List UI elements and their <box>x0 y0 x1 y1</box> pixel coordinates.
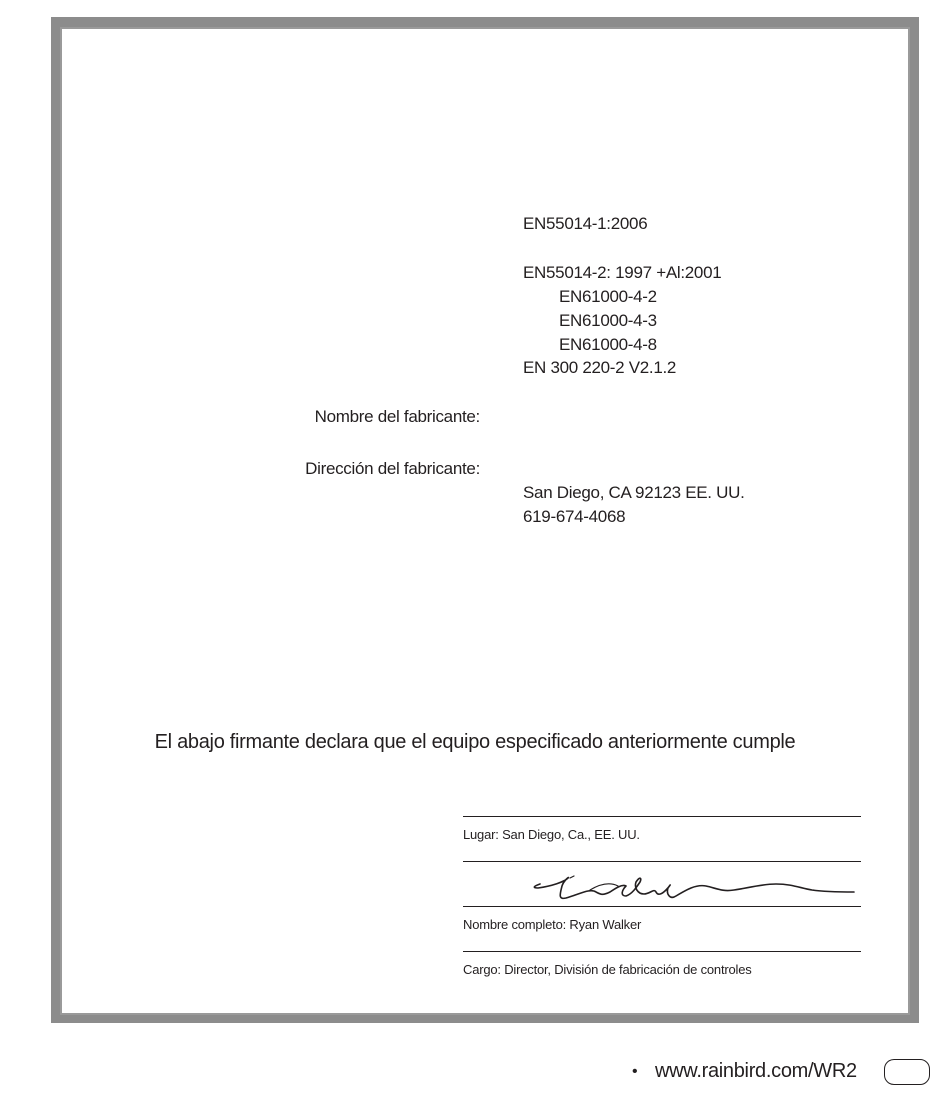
manufacturer-address-label: Dirección del fabricante: <box>305 459 480 478</box>
page-frame-inner <box>60 27 910 1015</box>
place-rule <box>463 816 861 817</box>
page-number-tab <box>884 1059 930 1085</box>
standard-en55014-1: EN55014-1:2006 <box>523 214 648 233</box>
position-rule <box>463 951 861 952</box>
place-field: Lugar: San Diego, Ca., EE. UU. <box>463 827 640 842</box>
position-field: Cargo: Director, División de fabricación de controles <box>463 962 752 977</box>
handwritten-signature <box>530 874 860 908</box>
standard-en300220: EN 300 220-2 V2.1.2 <box>523 358 677 377</box>
standard-en61000-4-3: EN61000-4-3 <box>559 311 657 330</box>
standard-en61000-4-2: EN61000-4-2 <box>559 287 657 306</box>
manufacturer-name-label: Nombre del fabricante: <box>314 407 480 426</box>
name-rule <box>463 906 861 907</box>
declaration-statement: El abajo firmante declara que el equipo especificado anteriormente cumple <box>154 731 796 753</box>
manufacturer-phone: 619-674-4068 <box>523 507 626 526</box>
standard-en55014-2: EN55014-2: 1997 +Al:2001 <box>523 263 722 282</box>
footer-bullet: • <box>632 1063 638 1080</box>
full-name-field: Nombre completo: Ryan Walker <box>463 917 642 932</box>
footer-url-link[interactable]: www.rainbird.com/WR2 <box>655 1060 857 1082</box>
standard-en61000-4-8: EN61000-4-8 <box>559 335 657 354</box>
signature-top-rule <box>463 861 861 862</box>
manufacturer-address-line: San Diego, CA 92123 EE. UU. <box>523 483 745 502</box>
